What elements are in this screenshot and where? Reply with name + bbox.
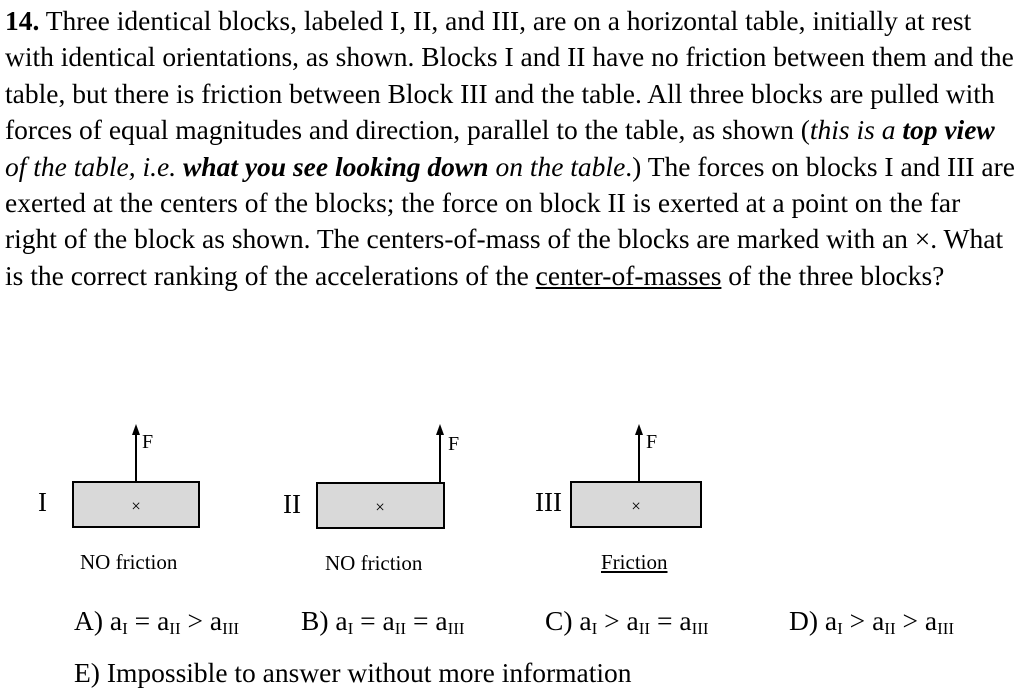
accel-symbol: a xyxy=(924,605,938,636)
accel-symbol: a xyxy=(209,605,223,636)
force-arrow-3 xyxy=(638,430,640,482)
question-italic: of the table, i.e. xyxy=(5,150,183,182)
force-label-1: F xyxy=(142,431,154,453)
accel-subscript: II xyxy=(394,619,407,638)
accel-symbol: a xyxy=(335,605,348,636)
option-letter: D) xyxy=(789,605,825,636)
operator: > xyxy=(597,605,627,636)
caption-1: NO friction xyxy=(80,550,178,574)
accel-symbol: a xyxy=(435,605,448,636)
operator: = xyxy=(650,605,680,636)
center-of-mass-mark-3: × xyxy=(631,496,641,516)
operator: > xyxy=(842,605,873,636)
question-part: Three identical blocks, labeled I, II, and III, are on a horizontal table, initially at rest with identical orientations, as shown. Blocks I and II have no friction between them and the table, but there is friction between Block III and the table. All three blocks are pulled with forces of equal magnitudes and direction, parallel to the table, as shown ( xyxy=(5,5,1014,146)
accel-symbol: a xyxy=(382,605,395,636)
accel-subscript: III xyxy=(222,619,240,638)
caption-3: Friction xyxy=(601,550,668,574)
question-italic: on the table xyxy=(488,150,626,182)
option-a[interactable] xyxy=(74,606,239,636)
block-label-3: III xyxy=(535,487,562,517)
force-arrowhead-3 xyxy=(635,424,643,435)
block-label-2: II xyxy=(283,489,301,519)
block-label-1: I xyxy=(38,487,47,517)
accel-symbol: a xyxy=(679,605,692,636)
operator: = xyxy=(127,605,158,636)
force-label-2: F xyxy=(448,433,460,455)
accel-subscript: I xyxy=(837,619,843,638)
question-part: .) The forces on blocks I and III are exerted at the centers of the blocks; the force on block II is exerted at a point on the far right of the block as shown. The centers-of-mass of the blocks are marked with an ×. What is the correct ranking of the accelerations of the xyxy=(5,150,1015,291)
option-e[interactable]: E) Impossible to answer without more information xyxy=(74,657,632,688)
accel-symbol: a xyxy=(626,605,639,636)
force-arrowhead-2 xyxy=(436,424,444,435)
force-arrow-1 xyxy=(135,430,137,482)
operator: = xyxy=(406,605,436,636)
option-letter: B) xyxy=(301,605,336,636)
option-d[interactable] xyxy=(789,606,954,636)
question-italic: this is a xyxy=(809,114,903,146)
question-part: of the three blocks? xyxy=(721,259,945,291)
accel-subscript: II xyxy=(638,619,651,638)
option-c[interactable] xyxy=(545,606,709,636)
accel-symbol: a xyxy=(109,605,123,636)
operator: > xyxy=(895,605,925,636)
question-bold-italic: what you see looking down xyxy=(182,150,489,182)
accel-symbol: a xyxy=(157,605,170,636)
operator: > xyxy=(180,605,210,636)
question-underlined: center-of-masses xyxy=(535,259,722,291)
accel-subscript: I xyxy=(122,619,128,638)
force-arrow-2 xyxy=(439,430,441,483)
operator: = xyxy=(353,605,383,636)
accel-subscript: I xyxy=(591,619,598,638)
accel-subscript: II xyxy=(884,619,896,638)
force-arrowhead-1 xyxy=(132,424,140,435)
option-letter: C) xyxy=(545,605,580,636)
option-letter: A) xyxy=(74,605,110,636)
accel-subscript: II xyxy=(169,619,181,638)
option-b[interactable] xyxy=(301,606,465,636)
accel-subscript: III xyxy=(447,619,465,638)
caption-2: NO friction xyxy=(325,551,423,575)
center-of-mass-mark-1: × xyxy=(131,496,141,516)
force-label-3: F xyxy=(646,431,658,453)
accel-subscript: III xyxy=(937,619,955,638)
accel-subscript: I xyxy=(347,619,354,638)
question-number: 14. xyxy=(5,5,40,36)
accel-symbol: a xyxy=(579,605,592,636)
question-bold-italic: top view xyxy=(902,114,995,146)
center-of-mass-mark-2: × xyxy=(375,497,385,517)
accel-symbol: a xyxy=(872,605,885,636)
accel-symbol: a xyxy=(824,605,838,636)
accel-subscript: III xyxy=(691,619,709,638)
